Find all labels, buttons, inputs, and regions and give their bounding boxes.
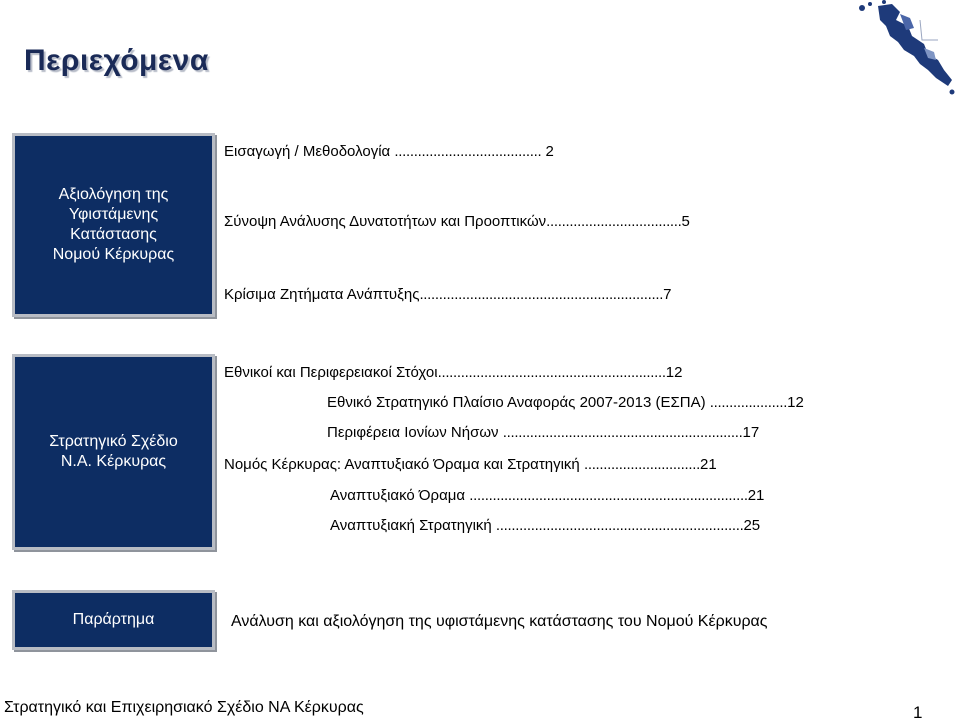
toc-entry[interactable] xyxy=(224,286,671,303)
toc-page-number: 5 xyxy=(681,213,690,230)
toc-entry[interactable] xyxy=(330,517,760,534)
toc-leader-dots: .............................................................. xyxy=(502,424,743,441)
toc-entry[interactable] xyxy=(224,364,682,381)
section-label-line: Στρατηγικό Σχέδιο xyxy=(49,433,178,450)
toc-entry-text: Εθνικό Στρατηγικό Πλαίσιο Αναφοράς 2007-2013 (ΕΣΠΑ) xyxy=(327,394,706,411)
toc-entry-text: Αναπτυξιακό Όραμα xyxy=(330,487,466,504)
section-box-assessment xyxy=(12,133,215,317)
toc-page-number: 21 xyxy=(699,456,717,473)
section-box-appendix xyxy=(12,590,215,650)
toc-entry[interactable] xyxy=(224,143,554,160)
island-map-icon xyxy=(859,0,955,95)
section-box-strategic-plan xyxy=(12,354,215,550)
toc-leader-dots: .............................. xyxy=(583,456,700,473)
toc-entry-text: Εθνικοί και Περιφερειακοί Στόχοι xyxy=(224,364,438,381)
toc-leader-dots: ........................................................... xyxy=(437,364,666,381)
toc-leader-dots: ............................................................... xyxy=(419,286,664,303)
toc-entry[interactable] xyxy=(231,613,768,631)
section-label-line: Κατάστασης xyxy=(70,226,157,243)
toc-entry-text: Κρίσιμα Ζητήματα Ανάπτυξης xyxy=(224,286,420,303)
section-label-line: Αξιολόγηση της xyxy=(58,186,169,203)
section-label-line: Ν.Α. Κέρκυρας xyxy=(60,453,167,470)
corfu-map-logo xyxy=(840,0,960,96)
toc-page-number: 12 xyxy=(787,394,804,411)
page-title: Περιεχόμενα xyxy=(24,44,209,77)
footer-page-number: 1 xyxy=(913,703,923,722)
toc-entry[interactable] xyxy=(327,394,804,411)
section-label-line: Υφιστάμενης xyxy=(68,206,159,223)
toc-page-number: 12 xyxy=(665,364,683,381)
toc-entry[interactable] xyxy=(327,424,759,441)
toc-entry-text: Νομός Κέρκυρας: Αναπτυξιακό Όραμα και Στρατηγική xyxy=(224,456,580,473)
toc-entry-text: Αναπτυξιακή Στρατηγική xyxy=(330,517,492,534)
toc-entry-text: Περιφέρεια Ιονίων Νήσων xyxy=(327,424,499,441)
toc-page-number: 17 xyxy=(742,424,760,441)
toc-entry-text: Σύνοψη Ανάλυσης Δυνατοτήτων και Προοπτικών xyxy=(224,213,547,230)
toc-entry[interactable] xyxy=(224,213,690,230)
toc-page-number: 21 xyxy=(747,487,765,504)
toc-entry-text: Ανάλυση και αξιολόγηση της υφιστάμενης κατάστασης του Νομού Κέρκυρας xyxy=(231,613,768,630)
section-label-line: Νομού Κέρκυρας xyxy=(52,246,175,263)
toc-entry-text: Εισαγωγή / Μεθοδολογία xyxy=(224,143,391,160)
toc-page-number: 25 xyxy=(743,517,761,534)
section-label-line: Παράρτημα xyxy=(72,611,155,628)
toc-leader-dots: ...................................... xyxy=(394,143,542,160)
toc-page-number: 7 xyxy=(663,286,672,303)
footer-document-title: Στρατηγικό και Επιχειρησιακό Σχέδιο ΝΑ Κέρκυρας xyxy=(4,699,364,716)
toc-leader-dots: ........................................................................ xyxy=(469,487,748,504)
toc-leader-dots: ................................... xyxy=(546,213,682,230)
toc-entry[interactable] xyxy=(224,456,717,473)
toc-leader-dots: ................................................................ xyxy=(495,517,744,534)
toc-entry[interactable] xyxy=(330,487,764,504)
toc-page-number: 2 xyxy=(541,143,554,160)
toc-leader-dots: .................... xyxy=(709,394,788,411)
